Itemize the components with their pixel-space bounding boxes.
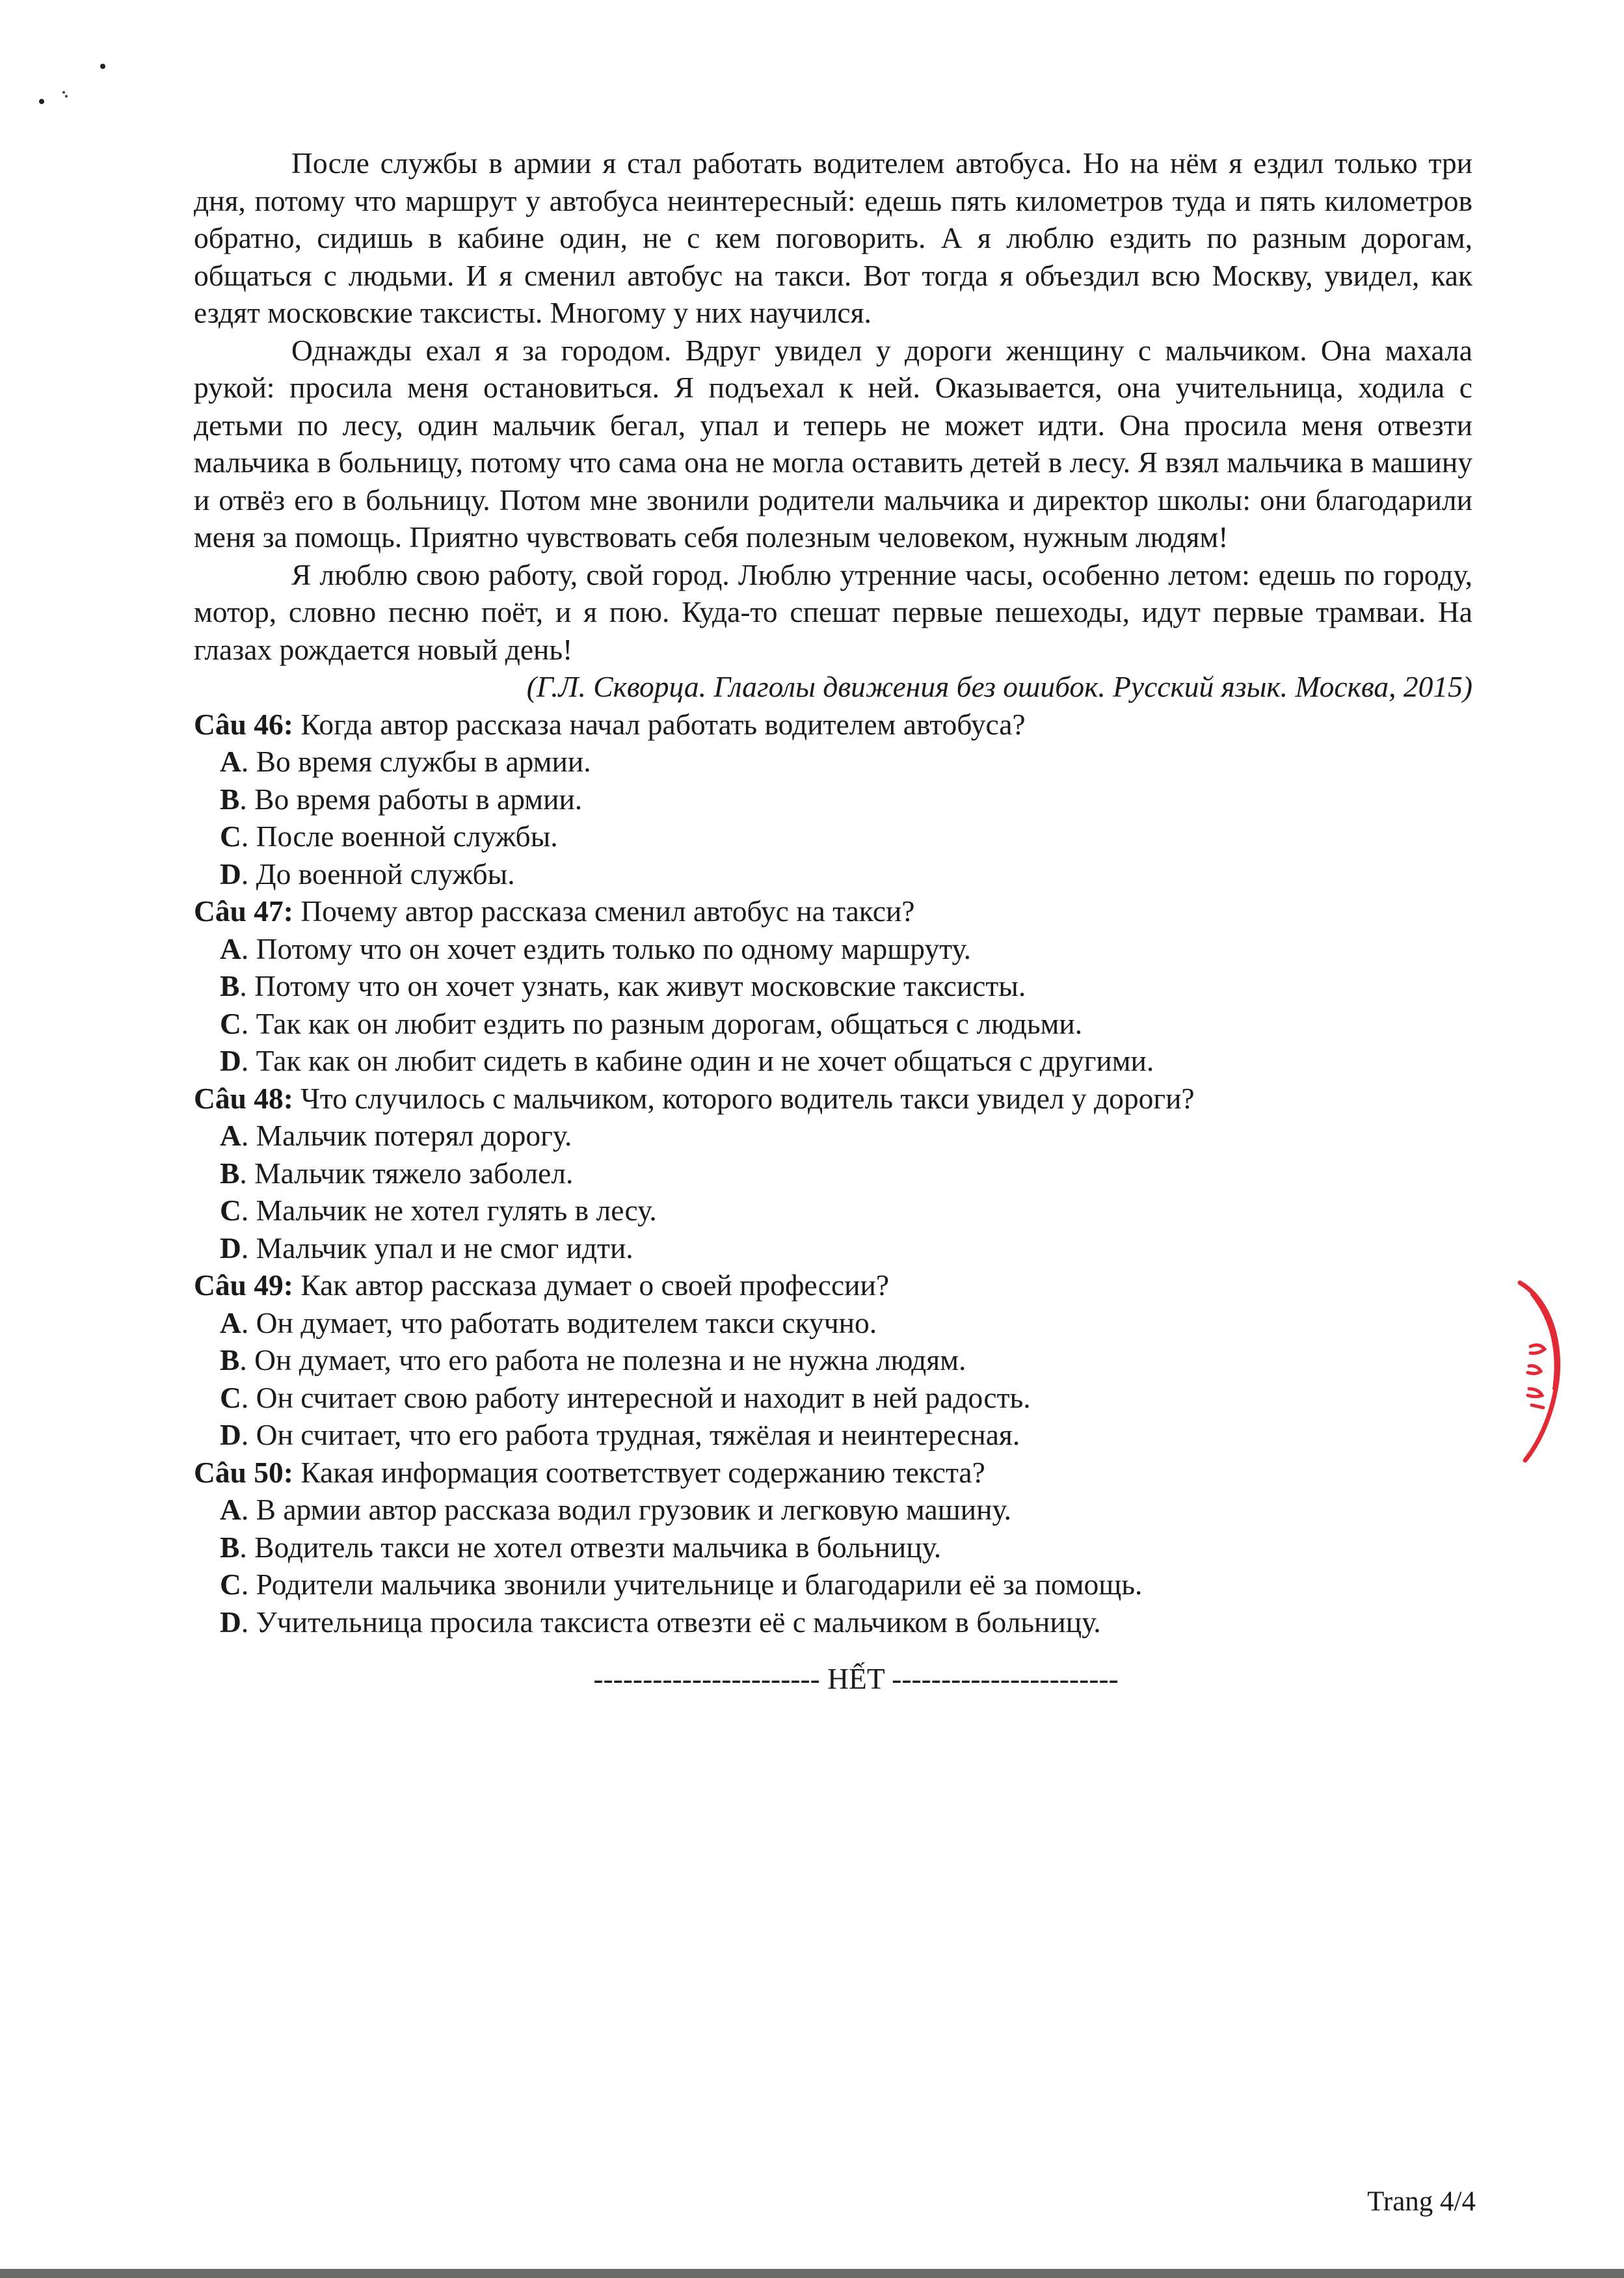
question-text: Когда автор рассказа начал работать водителем автобуса?	[300, 707, 1026, 741]
option-letter: C	[220, 1194, 241, 1227]
question-number: Câu 50:	[194, 1455, 293, 1489]
option-48-a: A. Мальчик потерял дорогу.	[220, 1119, 572, 1152]
passage-paragraph-1: После службы в армии я стал работать водителем автобуса. Но на нём я ездил только три дня, потому что маршрут у автобуса неинтересный: едешь пять километров туда и пять километров обратно, сидишь в кабине один, не с кем поговорить. А я люблю ездить по разным дорогам, общаться с людьми. И я сменил автобус на такси. Вот тогда я объездил всю Москву, увидел, как ездят московские таксисты. Многому у них научился.	[194, 146, 1472, 329]
option-text: Он думает, что его работа не полезна и не нужна людям.	[254, 1343, 966, 1376]
option-text: Во время службы в армии.	[256, 745, 591, 778]
option-letter: B	[220, 1156, 240, 1190]
option-text: Водитель такси не хотел отвезти мальчика в больницу.	[254, 1530, 942, 1564]
option-46-b: B. Во время работы в армии.	[220, 782, 583, 816]
option-text: Мальчик тяжело заболел.	[254, 1156, 574, 1190]
option-text: Мальчик не хотел гулять в лесу.	[256, 1194, 657, 1227]
option-letter: B	[220, 969, 240, 1002]
option-letter: A	[220, 1119, 241, 1152]
option-letter: D	[220, 1418, 241, 1451]
question-number: Câu 46:	[194, 707, 293, 741]
option-50-b: B. Водитель такси не хотел отвезти мальчика в больницу.	[220, 1530, 942, 1564]
question-number: Câu 49:	[194, 1268, 293, 1302]
scan-specks	[33, 59, 111, 111]
option-letter: C	[220, 1380, 241, 1414]
question-50	[194, 1454, 1472, 1492]
passage-source: (Г.Л. Скворца. Глаголы движения без ошибок. Русский язык. Москва, 2015)	[526, 670, 1472, 703]
question-48	[194, 1080, 1472, 1118]
option-47-c: C. Так как он любит ездить по разным дорогам, общаться с людьми.	[220, 1006, 1083, 1040]
option-text: Мальчик потерял дорогу.	[256, 1119, 572, 1152]
option-text: Он думает, что работать водителем такси скучно.	[256, 1306, 877, 1339]
stamp-signature-icon	[1506, 1275, 1571, 1470]
option-text: Потому что он хочет ездить только по одному маршруту.	[256, 931, 972, 965]
option-47-b: B. Потому что он хочет узнать, как живут московские таксисты.	[220, 969, 1026, 1002]
option-letter: C	[220, 820, 241, 853]
option-text: Так как он любит ездить по разным дорогам, общаться с людьми.	[256, 1006, 1083, 1040]
option-letter: A	[220, 1306, 241, 1339]
question-text: Что случилось с мальчиком, которого водитель такси увидел у дороги?	[300, 1081, 1195, 1115]
option-text: Так как он любит сидеть в кабине один и не хочет общаться с другими.	[256, 1044, 1154, 1077]
option-letter: D	[220, 1231, 241, 1265]
question-49	[194, 1266, 1472, 1304]
passage-paragraph-3: Я люблю свою работу, свой город. Люблю утренние часы, особенно летом: едешь по городу, мотор, словно песню поёт, и я пою. Куда-то спешат первые пешеходы, идут первые трамваи. На глазах рождается новый день!	[194, 557, 1472, 666]
option-letter: B	[220, 782, 240, 816]
question-number: Câu 47:	[194, 894, 293, 928]
question-text: Как автор рассказа думает о своей профессии?	[300, 1268, 890, 1302]
option-letter: B	[220, 1530, 240, 1564]
option-text: До военной службы.	[256, 857, 515, 891]
question-text: Почему автор рассказа сменил автобус на такси?	[300, 894, 915, 928]
option-46-c: C. После военной службы.	[220, 820, 558, 853]
passage-paragraph-2: Однажды ехал я за городом. Вдруг увидел у дороги женщину с мальчиком. Она махала рукой: просила меня остановиться. Я подъехал к ней. Оказывается, она учительница, ходила с детьми по лесу, один мальчик бегал, упал и теперь не может идти. Она просила меня отвезти мальчика в больницу, потому что сама она не могла оставить детей в лесу. Я взял мальчика в машину и отвёз его в больницу. Потом мне звонили родители мальчика и директор школы: они благодарили меня за помощь. Приятно чувствовать себя полезным человеком, нужным людям!	[194, 333, 1472, 554]
option-49-c: C. Он считает свою работу интересной и находит в ней радость.	[220, 1380, 1031, 1414]
option-49-d: D. Он считает, что его работа трудная, тяжёлая и неинтересная.	[220, 1418, 1020, 1451]
option-49-b: B. Он думает, что его работа не полезна и не нужна людям.	[220, 1343, 966, 1376]
option-letter: A	[220, 745, 241, 778]
question-46	[194, 706, 1472, 744]
option-text: Во время работы в армии.	[254, 782, 583, 816]
option-48-d: D. Мальчик упал и не смог идти.	[220, 1231, 633, 1265]
exam-page	[194, 144, 1472, 1727]
option-text: В армии автор рассказа водил грузовик и легковую машину.	[256, 1493, 1012, 1526]
option-text: Учительница просила таксиста отвезти её с мальчиком в больницу.	[256, 1605, 1101, 1639]
option-text: После военной службы.	[256, 820, 558, 853]
option-letter: A	[220, 931, 241, 965]
option-50-a: A. В армии автор рассказа водил грузовик и легковую машину.	[220, 1493, 1012, 1526]
option-47-a: A. Потому что он хочет ездить только по одному маршруту.	[220, 931, 972, 965]
question-47	[194, 892, 1472, 930]
option-text: Он считает, что его работа трудная, тяжёлая и неинтересная.	[256, 1418, 1020, 1451]
page-number: Trang 4/4	[1367, 2186, 1476, 2217]
option-letter: C	[220, 1006, 241, 1040]
option-50-c: C. Родители мальчика звонили учительнице и благодарили её за помощь.	[220, 1568, 1143, 1601]
option-text: Он считает свою работу интересной и находит в ней радость.	[256, 1380, 1031, 1414]
option-47-d: D. Так как он любит сидеть в кабине один и не хочет общаться с другими.	[220, 1044, 1154, 1077]
scan-specks-icon	[33, 59, 111, 111]
option-49-a: A. Он думает, что работать водителем такси скучно.	[220, 1306, 877, 1339]
option-letter: A	[220, 1493, 241, 1526]
option-text: Мальчик упал и не смог идти.	[256, 1231, 633, 1265]
option-letter: D	[220, 1044, 241, 1077]
option-48-c: C. Мальчик не хотел гулять в лесу.	[220, 1194, 657, 1227]
end-marker: ----------------------- HẾT -----------------------	[593, 1662, 1119, 1695]
signature-stamp	[1506, 1275, 1571, 1470]
question-number: Câu 48:	[194, 1081, 293, 1115]
option-46-a: A. Во время службы в армии.	[220, 745, 591, 778]
option-48-b: B. Мальчик тяжело заболел.	[220, 1156, 574, 1190]
option-letter: D	[220, 857, 241, 891]
option-letter: D	[220, 1605, 241, 1639]
option-text: Потому что он хочет узнать, как живут московские таксисты.	[254, 969, 1026, 1002]
option-letter: C	[220, 1568, 241, 1601]
question-text: Какая информация соответствует содержанию текста?	[300, 1455, 985, 1489]
option-text: Родители мальчика звонили учительнице и благодарили её за помощь.	[256, 1568, 1143, 1601]
scan-bottom-edge	[0, 2269, 1624, 2278]
option-46-d: D. До военной службы.	[220, 857, 515, 891]
option-50-d: D. Учительница просила таксиста отвезти её с мальчиком в больницу.	[220, 1605, 1101, 1639]
option-letter: B	[220, 1343, 240, 1376]
